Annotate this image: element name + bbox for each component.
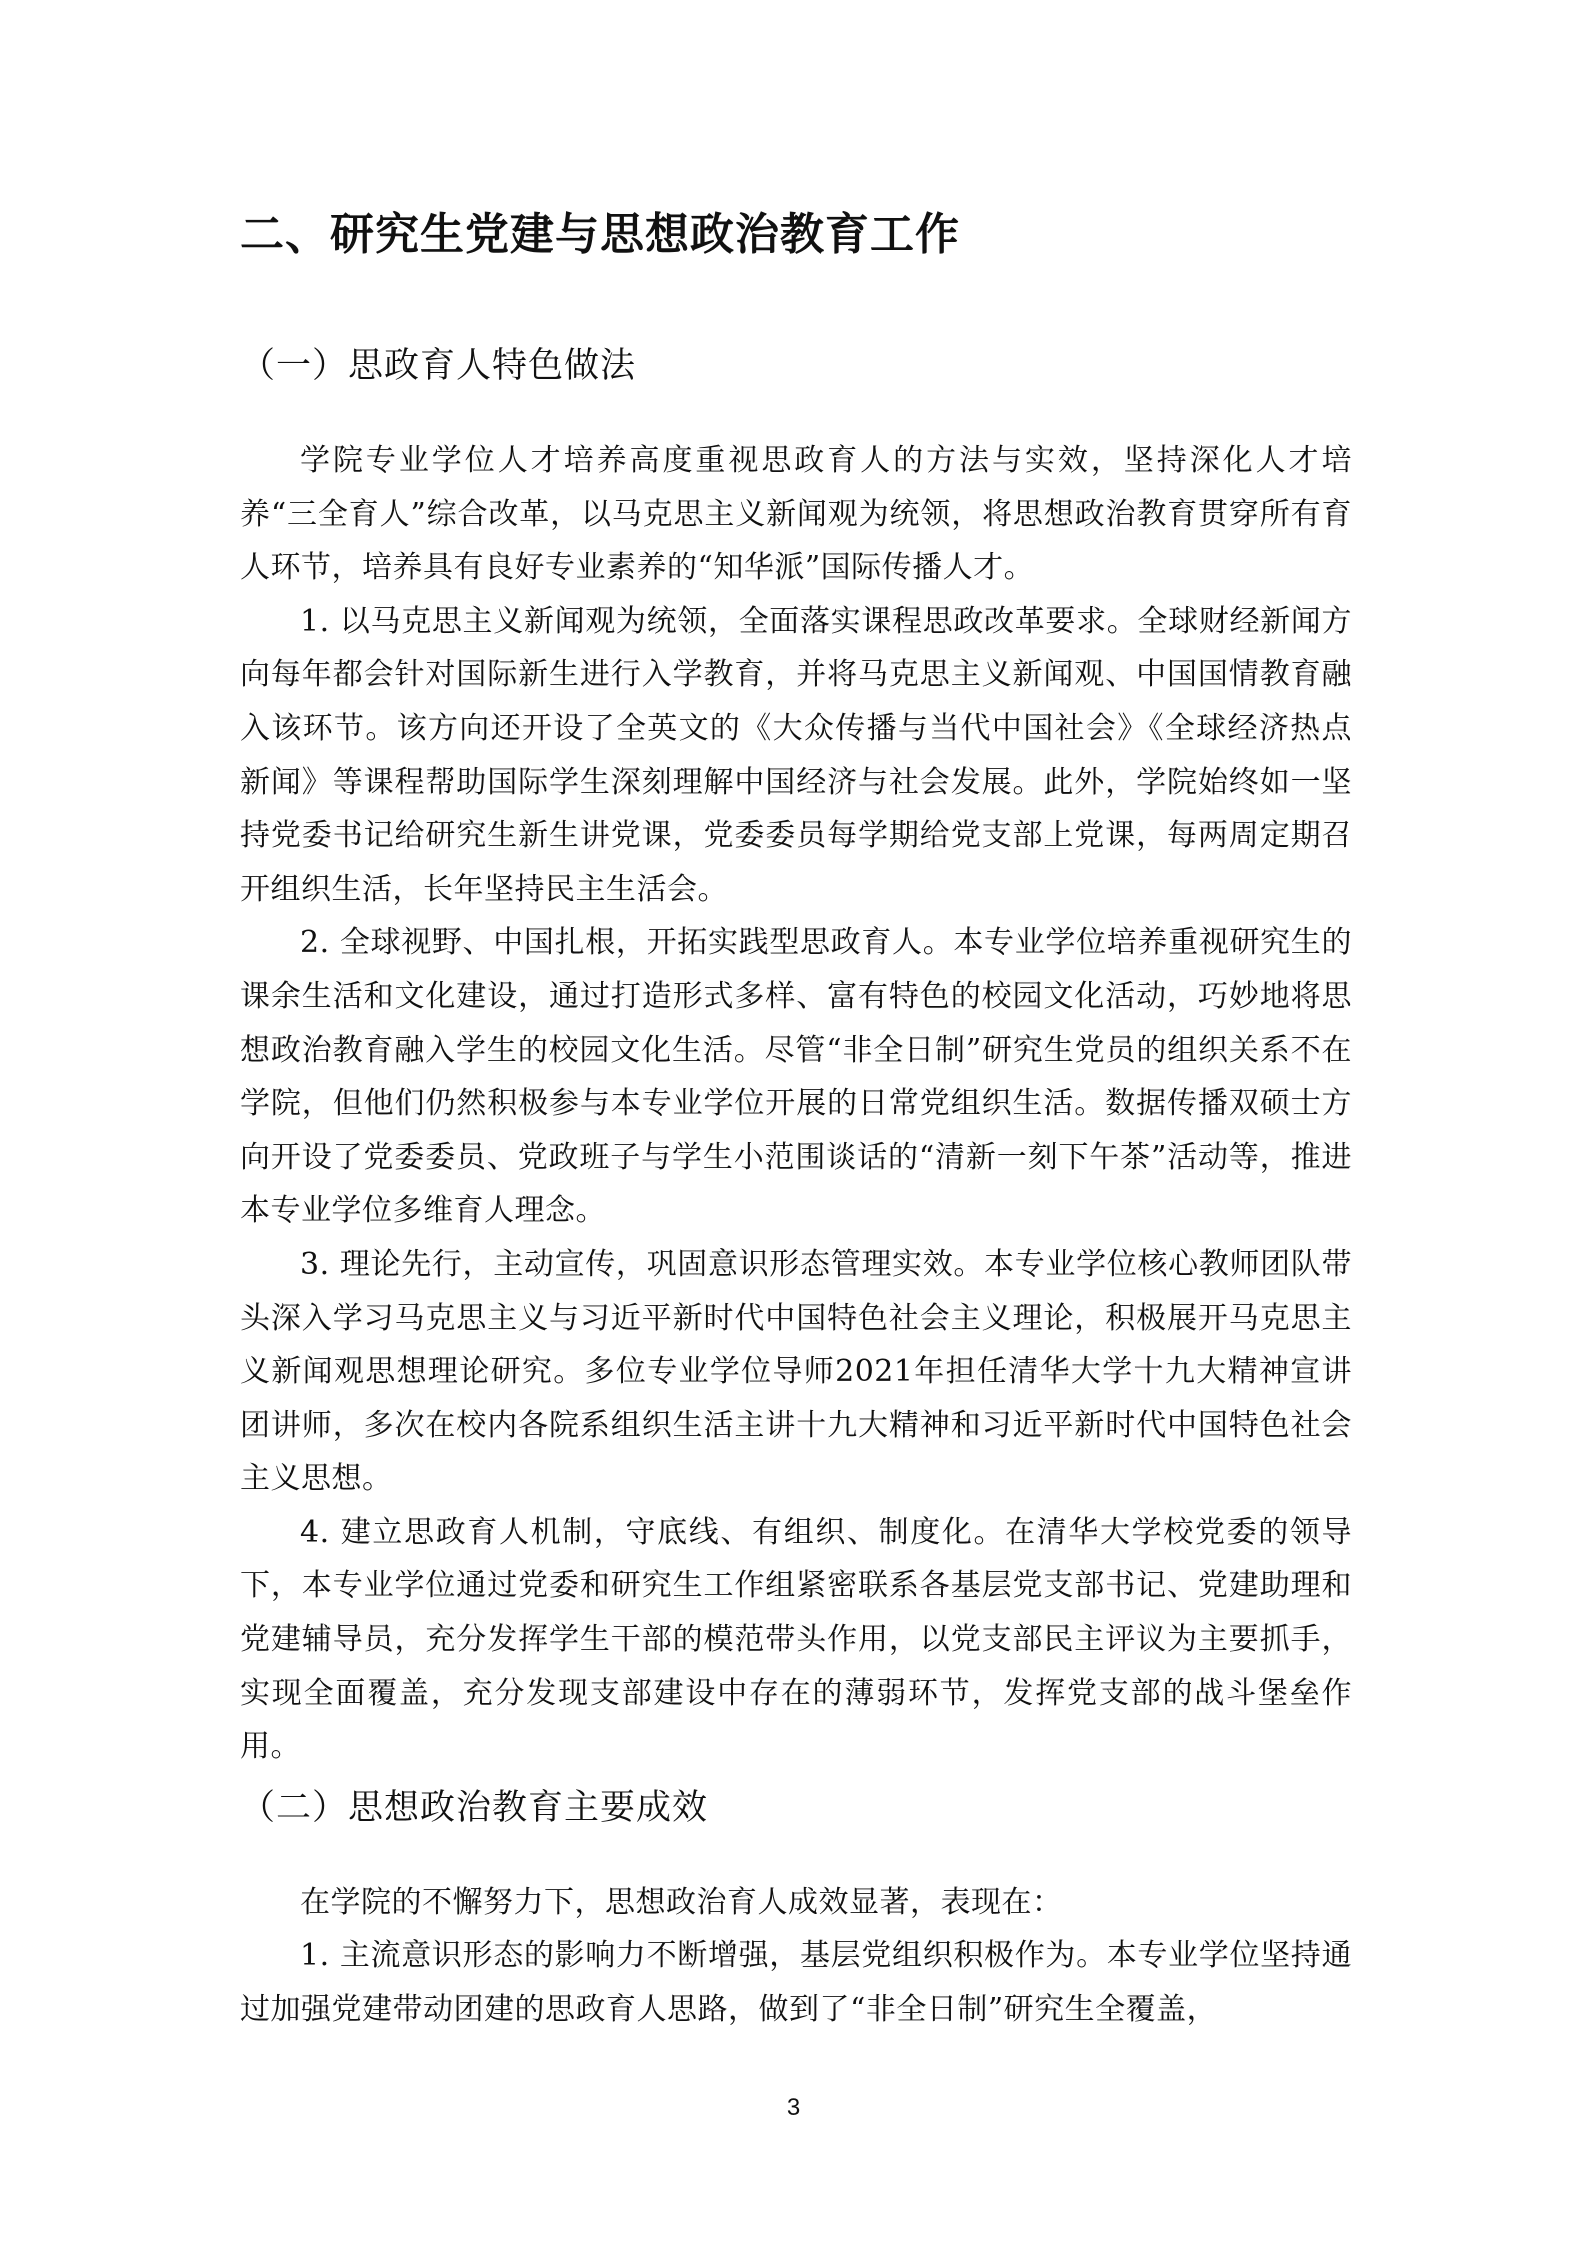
page-title: 二、研究生党建与思想政治教育工作	[240, 209, 960, 260]
section-heading-1: （一）思政育人特色做法	[240, 346, 637, 386]
paragraph-item-2: 2. 全球视野、中国扎根，开拓实践型思政育人。本专业学位培养重视研究生的课余生活和文化建设，通过打造形式多样、富有特色的校园文化活动，巧妙地将思想政治教育融入学生的校园文化生活。尽管“非全日制”研究生党员的组织关系不在学院，但他们仍然积极参与本专业学位开展的日常党组织生活。数据传播双硕士方向开设了党委委员、党政班子与学生小范围谈话的“清新一刻下午茶”活动等，推进本专业学位多维育人理念。	[240, 925, 1352, 1229]
spacer	[240, 1836, 1352, 1876]
paragraph-outcome-1: 1. 主流意识形态的影响力不断增强，基层党组织积极作为。本专业学位坚持通过加强党建带动团建的思政育人思路，做到了“非全日制”研究生全覆盖，	[240, 1938, 1352, 2028]
paragraph-item-3: 3. 理论先行，主动宣传，巩固意识形态管理实效。本专业学位核心教师团队带头深入学习马克思主义与习近平新时代中国特色社会主义理论，积极展开马克思主义新闻观思想理论研究。多位专业学位导师2021年担任清华大学十九大精神宣讲团讲师，多次在校内各院系组织生活主讲十九大精神和习近平新时代中国特色社会主义思想。	[240, 1246, 1352, 1497]
page-number: 3	[786, 2094, 801, 2121]
paragraph-item-4: 4. 建立思政育人机制，守底线、有组织、制度化。在清华大学校党委的领导下，本专业学位通过党委和研究生工作组紧密联系各基层党支部书记、党建助理和党建辅导员，充分发挥学生干部的模范带头作用，以党支部民主评议为主要抓手，实现全面覆盖，充分发现支部建设中存在的薄弱环节，发挥党支部的战斗堡垒作用。	[240, 1514, 1352, 1765]
paragraph-item-1: 1. 以马克思主义新闻观为统领，全面落实课程思政改革要求。全球财经新闻方向每年都会针对国际新生进行入学教育，并将马克思主义新闻观、中国国情教育融入该环节。该方向还开设了全英文的《大众传播与当代中国社会》《全球经济热点新闻》等课程帮助国际学生深刻理解中国经济与社会发展。此外，学院始终如一坚持党委书记给研究生新生讲党课，党委委员每学期给党支部上党课，每两周定期召开组织生活，长年坚持民主生活会。	[240, 603, 1352, 907]
page-content	[240, 200, 1352, 2037]
paragraph-outcome-intro: 在学院的不懈努力下，思想政治育人成效显著，表现在：	[300, 1884, 1063, 1920]
spacer	[240, 270, 1352, 338]
spacer	[240, 394, 1352, 434]
section-heading-2: （二）思想政治教育主要成效	[240, 1787, 709, 1828]
paragraph-intro: 学院专业学位人才培养高度重视思政育人的方法与实效，坚持深化人才培养“三全育人”综合改革，以马克思主义新闻观为统领，将思想政治教育贯穿所有育人环节，培养具有良好专业素养的“知华派”国际传播人才。	[240, 443, 1352, 586]
